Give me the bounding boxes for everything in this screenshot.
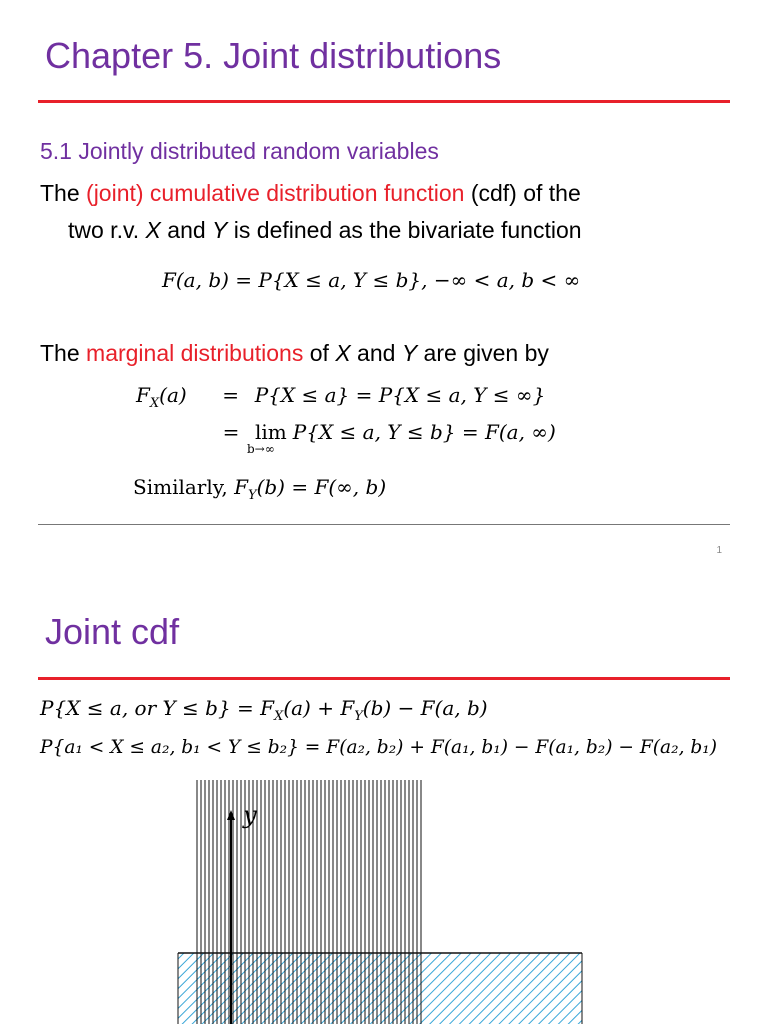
title-divider-2 xyxy=(38,677,730,680)
page-number: 1 xyxy=(716,545,722,556)
equation-marginal-x: $F_X(a) = P\{X \le a\} = P\{X \le a$, Y ≤ ∞} xyxy=(136,383,546,411)
paragraph-marginal: The marginal distributions of X and Y are given by xyxy=(40,340,549,366)
rectangle-region-figure xyxy=(0,770,768,1024)
equation-marginal-limit: = lim b→∞ P{X ≤ a, Y ≤ b} = F(a, ∞) xyxy=(222,420,556,456)
title-divider xyxy=(38,100,730,103)
y-axis-label: y xyxy=(243,801,257,829)
slide-bottom-rule xyxy=(38,524,730,525)
section-heading: 5.1 Jointly distributed random variables xyxy=(40,138,439,164)
equation-similarly: Similarly, $F_Y(b) = F(\infty$, b) xyxy=(133,475,387,503)
equation-rectangle-probability: P{a₁ < X ≤ a₂, b₁ < Y ≤ b₂} = F(a₂, b₂) + F(a₁, b₁) − F(a₁, b₂) − F(a₂, b₁) xyxy=(40,737,718,758)
highlight-cdf: (joint) cumulative distribution function xyxy=(86,180,465,206)
paragraph-cdf-line1: The (joint) cumulative distribution function (cdf) of the xyxy=(40,180,581,206)
highlight-marginal: marginal distributions xyxy=(86,340,304,366)
equation-or-probability: P{X ≤ a, or $Y \le b\} = F_X(a) + F_Y(b) - F(a$, b) xyxy=(40,696,488,724)
equation-joint-cdf: F(a, b) = P{X ≤ a, Y ≤ b}, −∞ < a, b < ∞ xyxy=(162,268,581,292)
slide-title-2: Joint cdf xyxy=(45,611,180,652)
paragraph-cdf-line2: two r.v. X and Y is defined as the bivariate function xyxy=(68,217,582,243)
slide-title: Chapter 5. Joint distributions xyxy=(45,35,502,76)
